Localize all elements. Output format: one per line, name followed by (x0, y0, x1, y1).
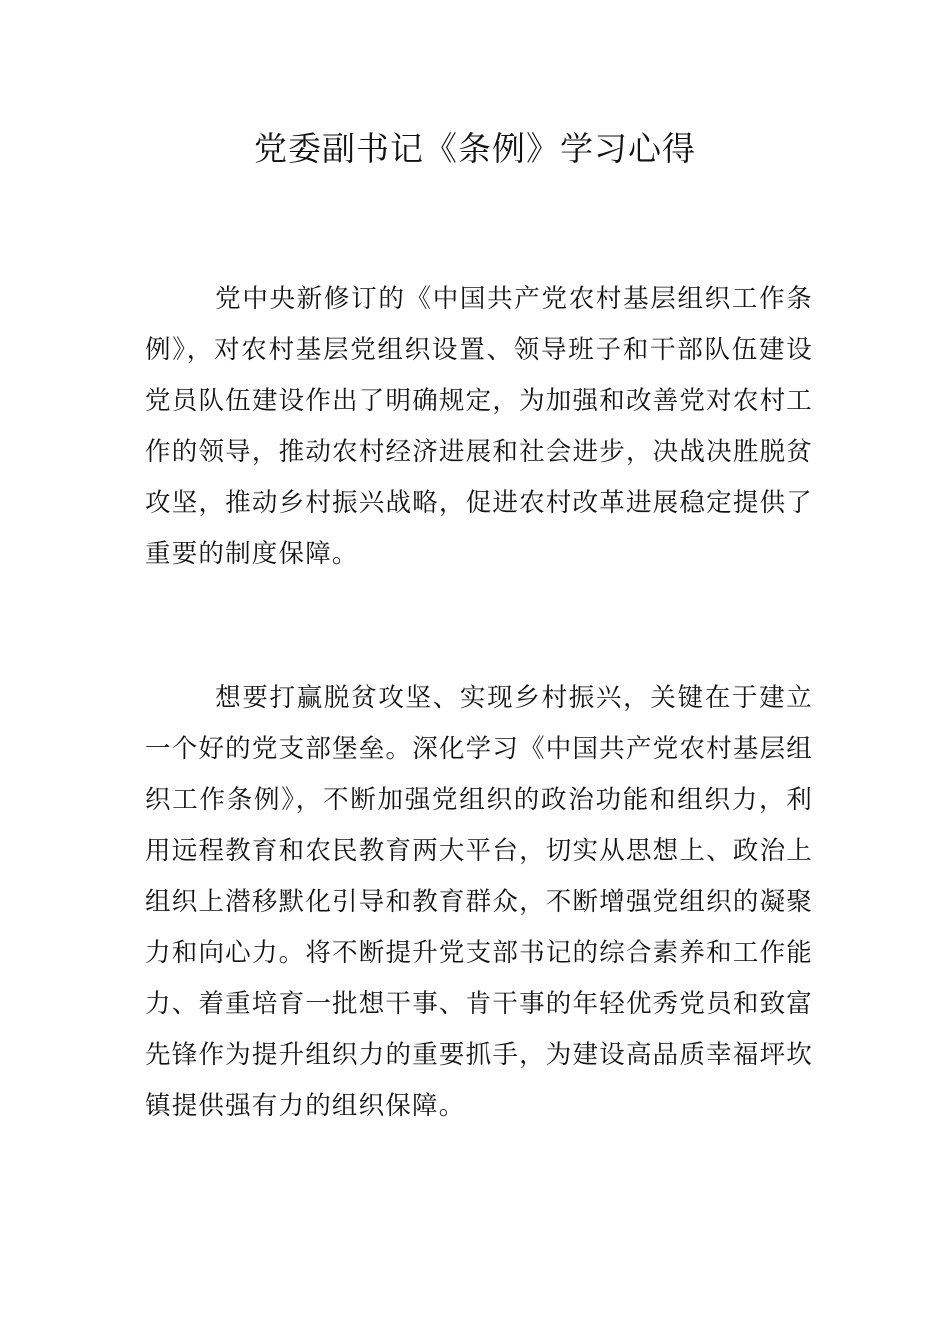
document-title: 党委副书记《条例》学习心得 (254, 129, 696, 168)
paragraph-2: 想要打赢脱贫攻坚、实现乡村振兴，关键在于建立一个好的党支部堡垒。深化学习《中国共产党农村基层组织工作条例》，不断加强党组织的政治功能和组织力，利用远程教育和农民教育两大平台，切实从思想上、政治上组织上潜移默化引导和教育群众，不断增强党组织的凝聚力和向心力。将不断提升党支部书记的综合素养和工作能力、着重培育一批想干事、肯干事的年轻优秀党员和致富先锋作为提升组织力的重要抓手，为建设高品质幸福坪坎镇提供强有力的组织保障。 (145, 683, 813, 1121)
paragraph-1: 党中央新修订的《中国共产党农村基层组织工作条例》，对农村基层党组织设置、领导班子和干部队伍建设党员队伍建设作出了明确规定，为加强和改善党对农村工作的领导，推动农村经济进展和社会进步，决战决胜脱贫攻坚，推动乡村振兴战略，促进农村改革进展稳定提供了重要的制度保障。 (145, 284, 813, 569)
